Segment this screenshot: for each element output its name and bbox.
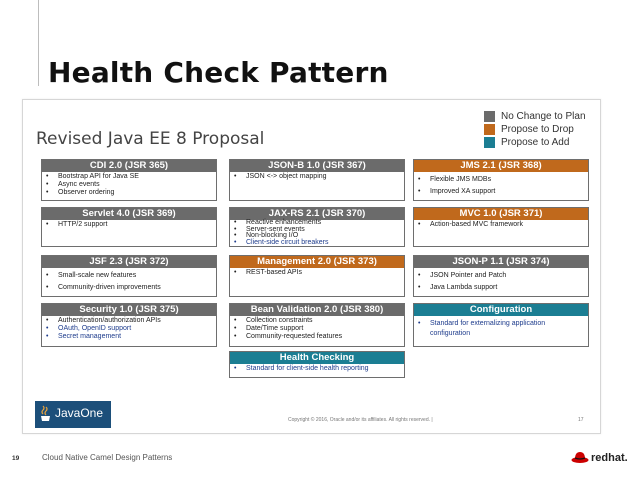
slide-copyright: Copyright © 2016, Oracle and/or its affiliates. All rights reserved. | (288, 417, 433, 423)
box-mvc (413, 207, 589, 247)
bullet-dot: • (234, 238, 237, 246)
box-bullet (418, 283, 584, 293)
box-health-checking (229, 351, 405, 378)
box-bullet (46, 173, 212, 181)
bullet-dot: • (234, 219, 237, 226)
bullet-dot: • (46, 284, 49, 291)
page-title: Health Check Pattern (48, 56, 389, 89)
bullet-dot: • (418, 284, 421, 291)
box-title: JMS 2.1 (JSR 368) (414, 160, 588, 172)
legend-swatch-teal (484, 137, 495, 148)
bullet-dot: • (234, 225, 237, 233)
coffee-cup-icon (40, 405, 51, 423)
bullet-text: Authentication/authorization APIs (58, 317, 161, 324)
bullet-dot: • (46, 189, 49, 196)
bullet-text: Flexible JMS MDBs (430, 176, 492, 183)
box-title: Servlet 4.0 (JSR 369) (42, 208, 216, 220)
bullet-dot: • (234, 269, 237, 276)
box-bullet (418, 221, 584, 229)
box-bullet (46, 271, 212, 281)
bullet-text: Community-requested features (246, 333, 343, 340)
box-bullet (234, 325, 400, 333)
box-bullet (234, 333, 400, 341)
bullet-text: Reactive enhancements (246, 219, 322, 226)
box-jaxrs (229, 207, 405, 247)
bullet-text: Collection constraints (246, 317, 313, 324)
bullet-text: Java Lambda support (430, 284, 498, 291)
box-title: MVC 1.0 (JSR 371) (414, 208, 588, 220)
bullet-dot: • (418, 320, 421, 327)
bullet-text: Community-driven improvements (58, 284, 161, 291)
box-bean-validation (229, 303, 405, 347)
box-bullet (46, 221, 212, 229)
bullet-dot: • (234, 173, 237, 180)
legend-label: Propose to Add (501, 136, 570, 148)
bullet-dot: • (418, 221, 421, 228)
box-bullet (234, 365, 400, 373)
box-bullet (46, 317, 212, 325)
slide-subtitle: Revised Java EE 8 Proposal (36, 129, 265, 149)
box-bullet (418, 271, 584, 281)
bullet-text: Server-sent events (246, 225, 305, 233)
legend-item-add (484, 136, 586, 148)
slide-page-number: 17 (578, 417, 584, 423)
bullet-dot: • (234, 317, 237, 324)
box-title: Configuration (414, 304, 588, 316)
legend-label: No Change to Plan (501, 110, 586, 122)
box-title: JAX-RS 2.1 (JSR 370) (230, 208, 404, 220)
bullet-dot: • (418, 176, 421, 183)
redhat-wordmark: redhat. (591, 452, 628, 464)
footer-text: Cloud Native Camel Design Patterns (42, 453, 173, 462)
box-cdi (41, 159, 217, 201)
box-jsonp (413, 255, 589, 297)
legend-item-no-change (484, 110, 586, 122)
bullet-text: Improved XA support (430, 188, 496, 195)
bullet-text: Small-scale new features (58, 272, 137, 279)
box-bullet (46, 283, 212, 293)
box-bullet (234, 173, 400, 181)
bullet-text: Date/Time support (246, 325, 304, 332)
logo-text: JavaOne (55, 406, 104, 420)
box-bullet (46, 333, 212, 341)
box-title: Bean Validation 2.0 (JSR 380) (230, 304, 404, 316)
box-title: JSF 2.3 (JSR 372) (42, 256, 216, 268)
redhat-hat-icon (571, 449, 589, 465)
legend-swatch-gray (484, 111, 495, 122)
box-bullet (46, 181, 212, 189)
javaone-logo (35, 401, 111, 428)
box-title: Security 1.0 (JSR 375) (42, 304, 216, 316)
box-jsonb (229, 159, 405, 201)
bullet-dot: • (46, 317, 49, 324)
bullet-text: OAuth, OpenID support (58, 325, 132, 332)
box-title: Management 2.0 (JSR 373) (230, 256, 404, 268)
bullet-text: Bootstrap API for Java SE (58, 173, 139, 180)
box-bullet (418, 187, 584, 197)
bullet-dot: • (46, 181, 49, 188)
page-number: 19 (12, 455, 20, 462)
box-title: Health Checking (230, 352, 404, 364)
box-security (41, 303, 217, 347)
box-configuration (413, 303, 589, 347)
box-title: JSON-P 1.1 (JSR 374) (414, 256, 588, 268)
box-jms (413, 159, 589, 201)
bullet-dot: • (234, 232, 237, 239)
box-management (229, 255, 405, 297)
bullet-text: Standard for client-side health reporting (246, 365, 369, 372)
box-bullet (46, 325, 212, 333)
bullet-dot: • (418, 272, 421, 279)
title-side-rule (38, 0, 39, 86)
bullet-text: HTTP/2 support (58, 221, 108, 228)
bullet-text: Client-side circuit breakers (246, 238, 329, 246)
box-bullet (46, 189, 212, 197)
bullet-text: JSON <-> object mapping (246, 173, 327, 180)
redhat-logo (571, 449, 633, 467)
bullet-dot: • (234, 365, 237, 372)
bullet-dot: • (234, 325, 237, 332)
bullet-dot: • (46, 173, 49, 180)
bullet-text: Non-blocking I/O (246, 232, 299, 239)
bullet-text: Observer ordering (58, 189, 115, 196)
bullet-text: Secret management (58, 333, 122, 340)
bullet-text: Async events (58, 181, 100, 188)
box-jsf (41, 255, 217, 297)
box-bullet (234, 269, 400, 277)
box-bullet (418, 319, 584, 339)
bullet-dot: • (418, 188, 421, 195)
bullet-dot: • (234, 333, 237, 340)
bullet-dot: • (46, 333, 49, 340)
bullet-text: REST-based APIs (246, 269, 303, 276)
legend-swatch-orange (484, 124, 495, 135)
bullet-dot: • (46, 221, 49, 228)
bullet-text: JSON Pointer and Patch (430, 272, 507, 279)
box-bullet (418, 175, 584, 185)
box-servlet (41, 207, 217, 247)
legend-item-drop (484, 123, 586, 135)
bullet-dot: • (46, 325, 49, 332)
box-bullet (234, 240, 400, 247)
bullet-text: Standard for externalizing application configuration (430, 320, 546, 337)
legend (484, 110, 586, 149)
box-title: JSON-B 1.0 (JSR 367) (230, 160, 404, 172)
legend-label: Propose to Drop (501, 123, 574, 135)
bullet-dot: • (46, 272, 49, 279)
box-title: CDI 2.0 (JSR 365) (42, 160, 216, 172)
bullet-text: Action-based MVC framework (430, 221, 523, 228)
box-bullet (234, 317, 400, 325)
